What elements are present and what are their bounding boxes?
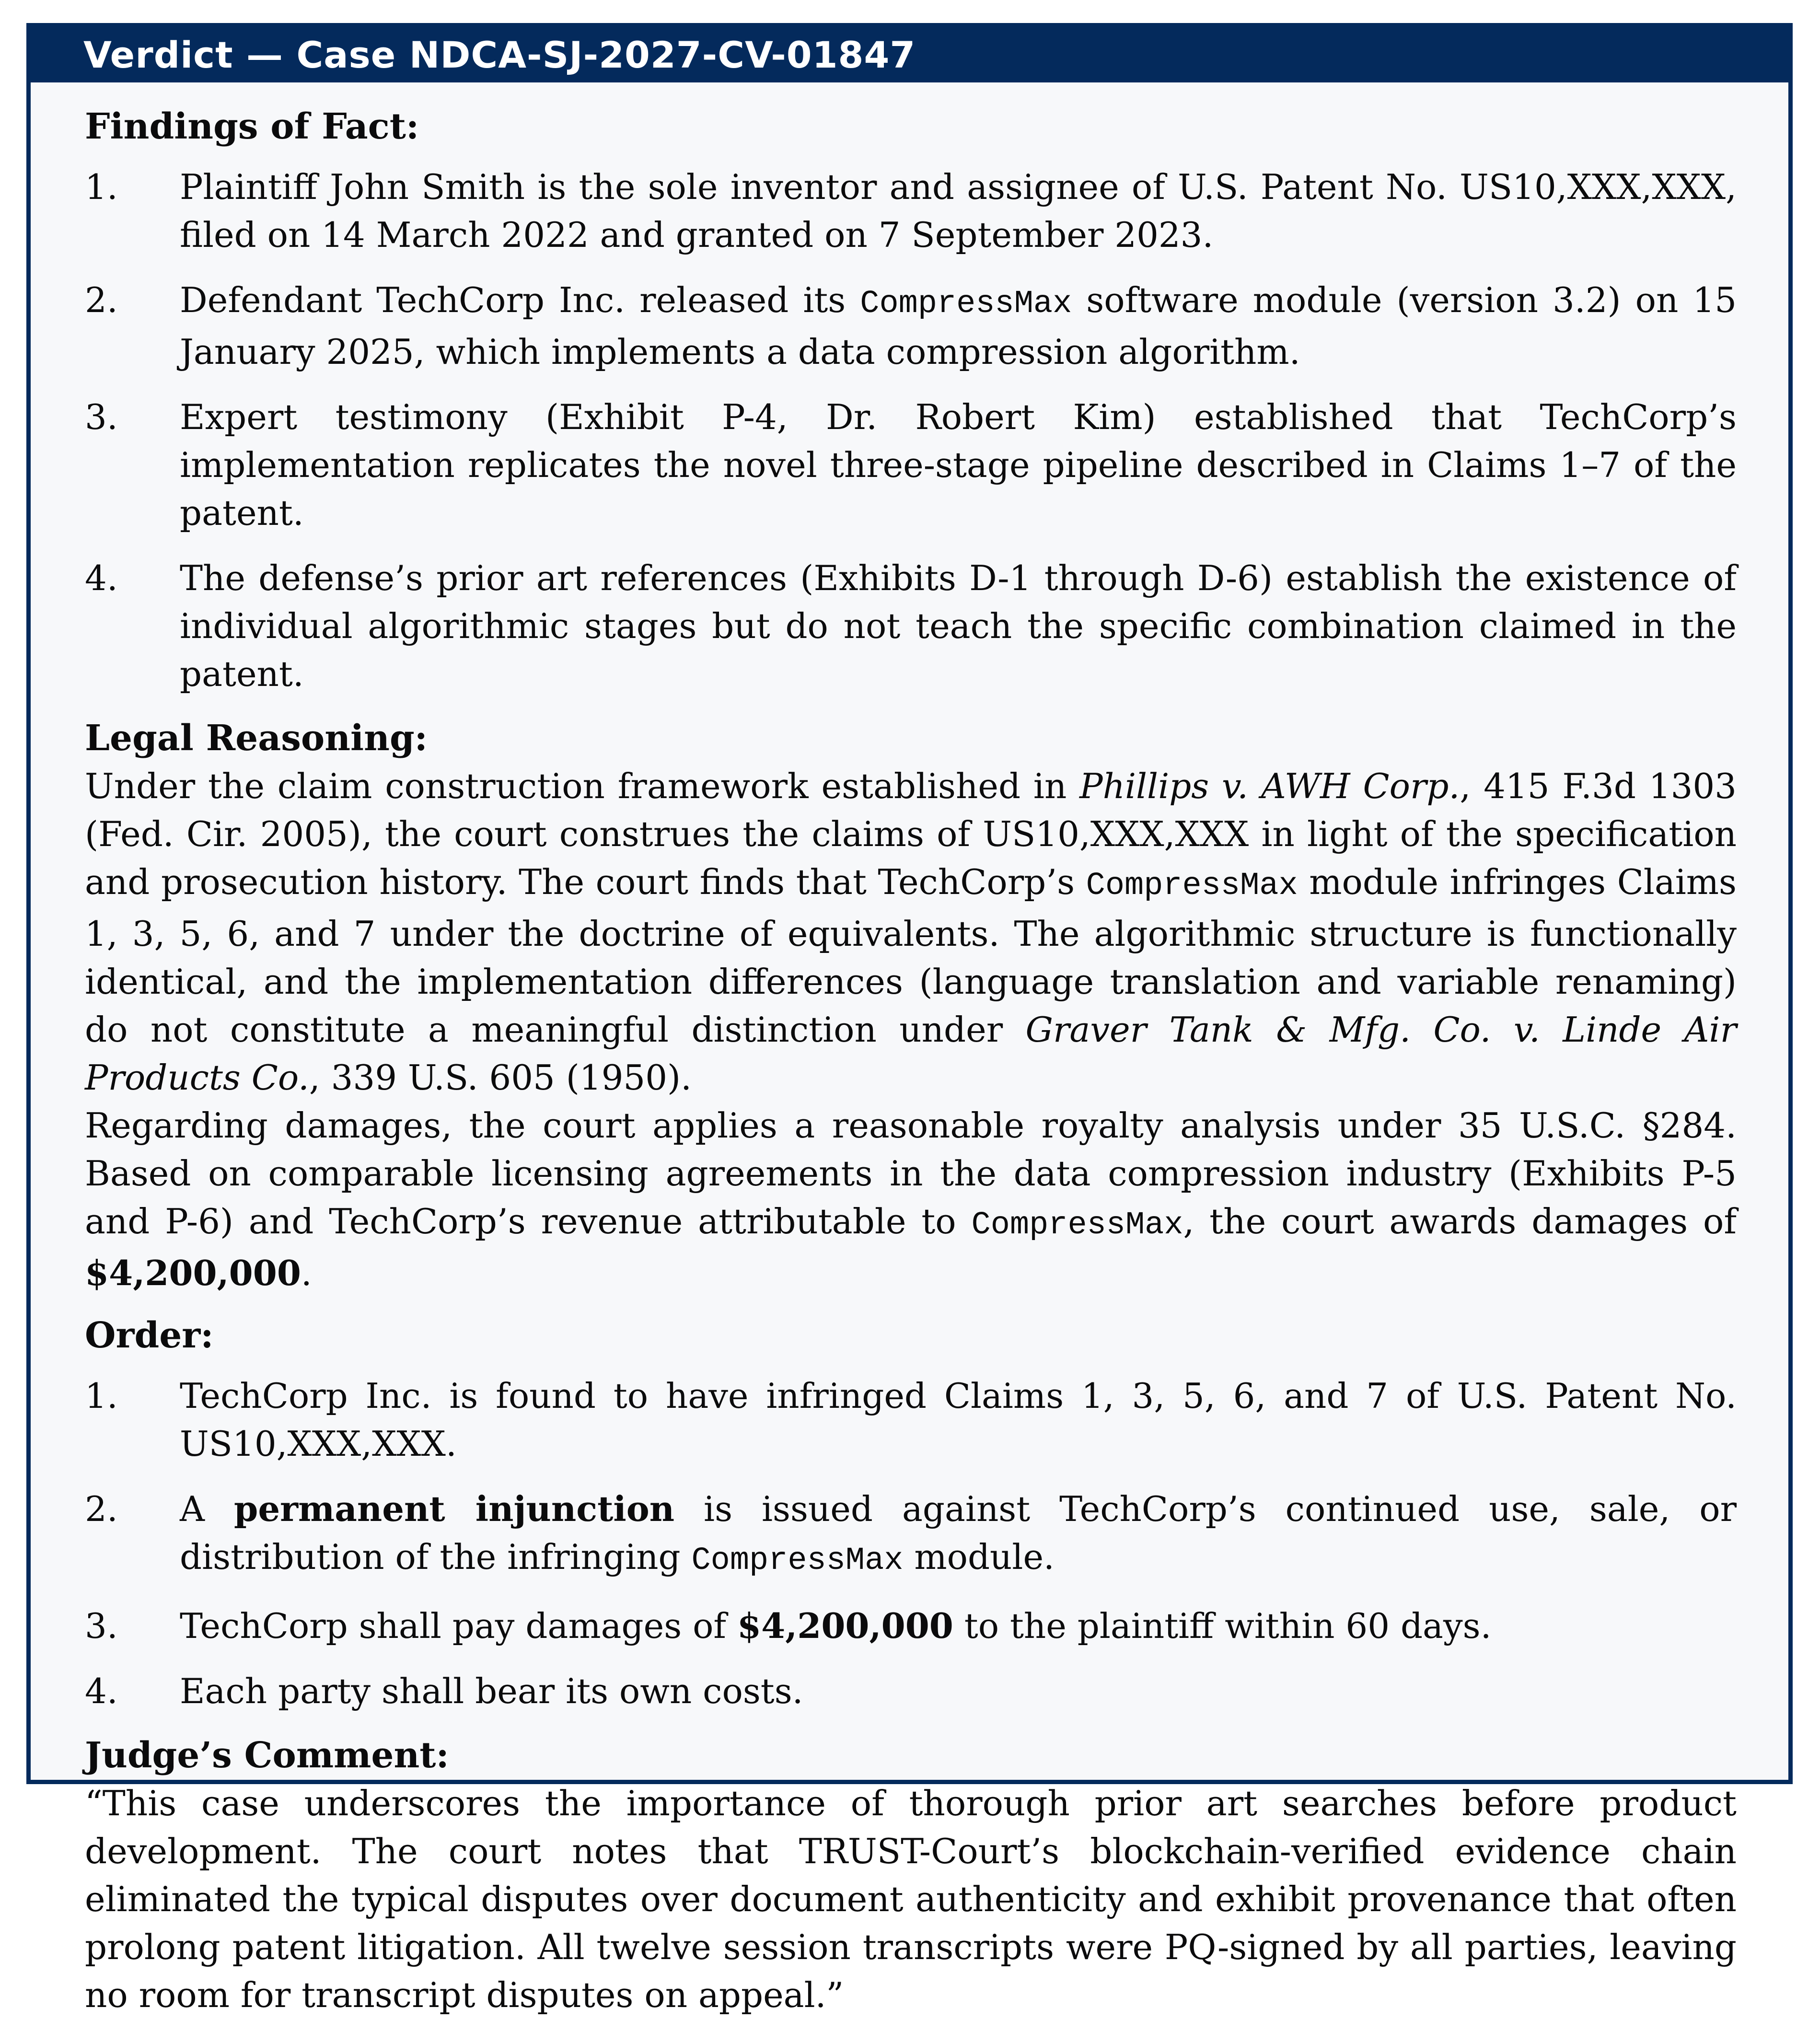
list-item xyxy=(85,554,1737,698)
order-list xyxy=(85,1372,1737,1715)
text-run: “This case underscores the importance of thorough prior art searches before product development. The court notes that TRUST-Court’s blockchain-verified evidence chain eliminated the typical disputes over document authenticity and exhibit provenance that often prolong patent litigation. All twelve session transcripts were PQ-signed by all parties, leaving no room for transcript disputes on appeal.” xyxy=(85,1783,1737,2015)
text-run: Regarding damages, the court applies a reasonable royalty analysis under 35 U.S.C. §284. Based on comparable licensing agreements in the data compression industry (Exhibits P-5 and P-6) and TechCorp’s revenue attributable to xyxy=(85,1105,1737,1242)
judges-comment-body xyxy=(85,1779,1737,2019)
text-run: The defense’s prior art references (Exhibits D-1 through D-6) establish the existence of individual algorithmic stages but do not teach the specific combination claimed in the patent. xyxy=(180,558,1737,694)
verdict-document xyxy=(26,23,1793,2015)
legal-reasoning-body xyxy=(85,762,1737,1297)
text-run: , 339 U.S. 605 (1950). xyxy=(309,1057,692,1098)
text-run: Defendant TechCorp Inc. released its xyxy=(180,280,860,320)
text-run: TechCorp shall pay damages of xyxy=(180,1606,737,1646)
text-run: , the court awards damages of xyxy=(1183,1201,1737,1242)
bold-text-run: $4,200,000 xyxy=(85,1253,301,1293)
mono-text-run: CompressMax xyxy=(691,1543,904,1579)
text-run: Under the claim construction framework established in xyxy=(85,766,1080,806)
order-heading: Order: xyxy=(85,1315,214,1356)
text-run: module infringes Claims 1, 3, 5, 6, and 7 under the doctrine of equivalents. The algorithmic structure is functionally identical, and the implementation differences (language translation and variable renaming) do not constitute a meaningful distinction under xyxy=(85,862,1737,1050)
text-run: software module (version 3.2) on 15 January 2025, which implements a data compression algorithm. xyxy=(180,280,1737,372)
verdict-content xyxy=(31,82,1788,2019)
italic-text-run: Phillips v. AWH Corp. xyxy=(1079,766,1460,806)
mono-text-run: CompressMax xyxy=(1086,868,1298,904)
text-run: . xyxy=(301,1253,312,1293)
text-run: module. xyxy=(903,1537,1055,1577)
bold-text-run: $4,200,000 xyxy=(737,1605,953,1646)
verdict-title: Verdict — Case NDCA-SJ-2027-CV-01847 xyxy=(83,34,916,76)
list-item xyxy=(85,163,1737,259)
list-item xyxy=(85,1667,1737,1715)
bold-text-run: permanent injunction xyxy=(233,1488,675,1529)
text-run: is issued against TechCorp’s continued use, sale, or distribution of the infringing xyxy=(180,1489,1737,1577)
findings-heading: Findings of Fact: xyxy=(85,106,419,147)
text-run: TechCorp Inc. is found to have infringed Claims 1, 3, 5, 6, and 7 of U.S. Patent No. US10,XXX,XXX. xyxy=(180,1376,1737,1464)
text-run: Expert testimony (Exhibit P-4, Dr. Robert Kim) established that TechCorp’s implementation replicates the novel three-stage pipeline described in Claims 1–7 of the patent. xyxy=(180,397,1737,533)
list-item xyxy=(85,1372,1737,1468)
paragraph xyxy=(85,1102,1737,1297)
list-item xyxy=(85,1485,1737,1585)
text-run: Each party shall bear its own costs. xyxy=(180,1671,803,1711)
verdict-title-bar xyxy=(31,27,1788,82)
list-item xyxy=(85,393,1737,537)
text-run: Plaintiff John Smith is the sole inventor and assignee of U.S. Patent No. US10,XXX,XXX, filed on 14 March 2022 and granted on 7 September 2023. xyxy=(180,167,1737,255)
text-run: , 415 F.3d 1303 (Fed. Cir. 2005), the court construes the claims of US10,XXX,XXX in light of the specification and prosecution history. The court finds that TechCorp’s xyxy=(85,766,1737,902)
mono-text-run: CompressMax xyxy=(860,286,1072,322)
legal-reasoning-heading: Legal Reasoning: xyxy=(85,718,428,759)
list-item xyxy=(85,1602,1737,1650)
text-run: A xyxy=(180,1489,234,1529)
italic-text-run: Graver Tank & Mfg. Co. v. Linde Air Products Co. xyxy=(85,1010,1737,1098)
mono-text-run: CompressMax xyxy=(971,1207,1183,1243)
paragraph xyxy=(85,762,1737,1102)
text-run: to the plaintiff within 60 days. xyxy=(953,1606,1492,1646)
paragraph xyxy=(85,1779,1737,2019)
list-item xyxy=(85,276,1737,376)
findings-list xyxy=(85,163,1737,698)
judges-comment-heading: Judge’s Comment: xyxy=(85,1735,449,1776)
